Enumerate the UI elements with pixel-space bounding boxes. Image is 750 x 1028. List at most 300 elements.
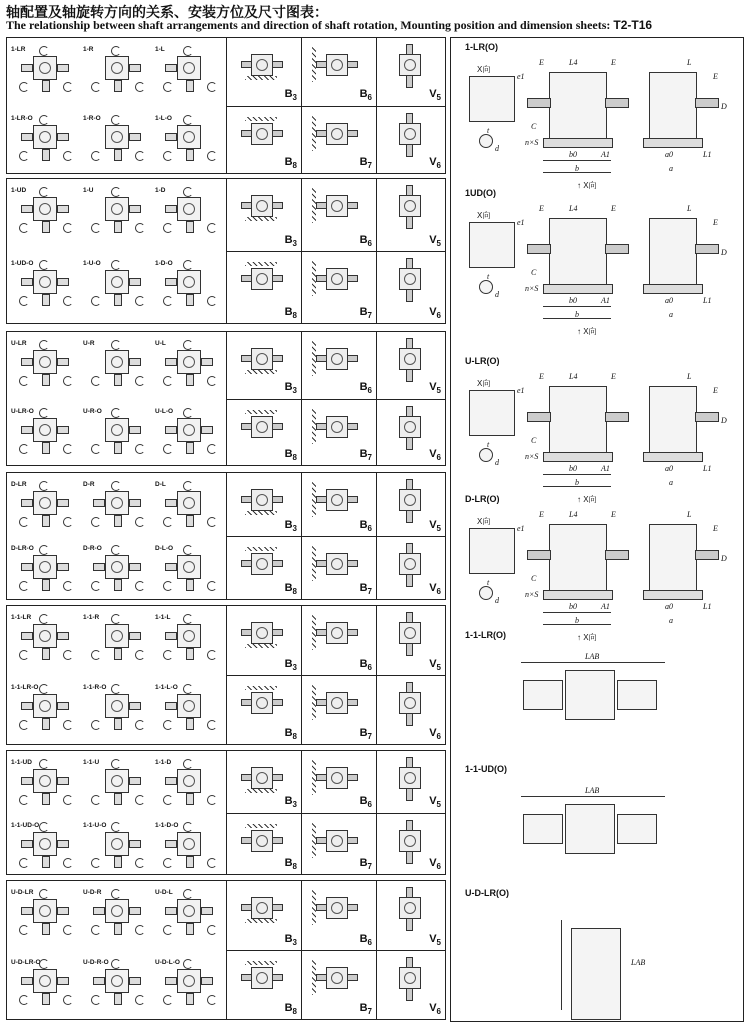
mounting-diagram-icon [389,618,429,648]
shaft-icon [129,133,141,141]
shaft-icon [527,98,551,108]
shaft-icon [186,856,194,868]
dim-label: E [539,204,544,213]
shaft-icon [165,977,177,985]
dim-label: LAB [585,786,600,795]
mounting-cell [302,38,377,106]
arrangement-label: 1-D-O [155,260,173,267]
dim-label: L1 [703,150,712,159]
mounting-letter: V [429,233,437,246]
mounting-diagram-icon [316,549,356,579]
mounting-cell [227,676,302,744]
rotation-arrow-icon [135,376,145,386]
rotation-arrow-icon [183,187,193,197]
gearbox-icon [251,830,273,852]
mounting-cell [377,400,445,466]
shaft-icon [129,64,141,72]
mounting-diagram-icon [389,893,429,923]
arrangement-label: U-R-O [83,407,102,415]
rotation-arrow-icon [183,545,193,555]
rotation-arrow-icon [207,795,217,805]
mounting-diagram-icon [241,688,281,718]
shaft-icon [186,923,194,935]
shaft-icon [42,294,50,306]
mounting-letter: B [284,581,293,594]
mounting-letter: B [284,305,293,318]
mounting-number: 6 [436,862,441,871]
arrangement-item [153,959,223,1009]
base-icon [643,284,703,294]
gearbox-icon [33,56,57,80]
arrangement-label: 1-1-LR-O [11,684,39,691]
mounting-cell [227,814,302,875]
floor-hatch-icon [245,547,277,551]
dim-label: D [721,102,727,111]
floor-hatch-icon [245,217,277,221]
mounting-letter: B [284,726,293,739]
gearbox-icon [399,553,421,575]
arrangement-label: D-L-O [155,545,174,552]
arrangement-label: 1-1-UD-O [11,821,40,829]
mounting-letter: B [359,381,368,394]
rotation-arrow-icon [163,444,173,454]
dim-label: e1 [517,72,525,81]
mounting-letter: V [429,518,437,531]
mounting-letter: B [359,657,368,670]
mounting-letter: V [429,657,437,670]
mounting-cell [227,38,302,106]
gearbox-icon [33,969,57,993]
x-direction-label: ↑ X向 [577,327,597,336]
gearbox-icon [565,804,615,854]
x-direction-label: X向 [477,211,491,220]
dim-label: C [531,574,537,583]
mounting-label [429,306,441,320]
mounting-row [227,332,445,399]
base-icon [643,138,703,148]
gearbox-icon [33,197,57,221]
gearbox-icon [33,350,57,374]
mounting-number: 8 [292,732,297,741]
dim-line [543,306,611,307]
mounting-number: 6 [367,938,372,947]
shaft-icon [57,632,69,640]
gearbox-icon [399,489,421,511]
rotation-arrow-icon [163,720,173,730]
rotation-arrow-icon [19,82,29,92]
shaft-icon [527,244,551,254]
mounting-diagram-icon [241,264,281,294]
shaft-icon [165,278,177,286]
shaft-icon [21,702,33,710]
dim-label: E [539,372,544,381]
mounting-cell [227,332,302,399]
shaft-icon [129,426,141,434]
shaft-icon [186,442,194,454]
rotation-arrow-icon [63,223,73,233]
shaft-icon [201,426,213,434]
gearbox-icon [326,897,348,919]
rotation-arrow-icon [111,187,121,197]
rotation-arrow-icon [163,376,173,386]
mounting-diagram-icon [316,688,356,718]
gearbox-icon [105,694,129,718]
wall-hatch-icon [312,340,316,376]
gearbox-icon [105,491,129,515]
wall-hatch-icon [312,46,316,82]
arrangement-item [153,481,223,531]
rotation-arrow-icon [91,995,101,1005]
mounting-cell [302,332,377,399]
motor-icon [617,814,657,844]
shaft-icon [129,358,141,366]
arrangement-panel [6,472,446,600]
dim-label: L4 [569,510,578,519]
rotation-arrow-icon [19,444,29,454]
arrangement-label: U-D-LR-O [11,959,41,966]
rotation-arrow-icon [207,444,217,454]
rotation-arrow-icon [19,376,29,386]
rotation-arrow-icon [91,444,101,454]
mounting-row [227,251,445,323]
mounting-label [360,448,372,462]
rotation-arrow-icon [91,296,101,306]
shaft-icon [165,777,177,785]
arrangement-item [153,260,223,310]
dimension-sheet-title: U-D-LR(O) [465,888,509,898]
shaft-icon [42,515,50,527]
rotation-arrow-icon [163,858,173,868]
rotation-arrow-icon [111,408,121,418]
shaft-icon [114,80,122,92]
mounting-number: 5 [436,938,441,947]
shaft-icon [165,358,177,366]
wall-hatch-icon [312,959,316,995]
dim-label: D [721,416,727,425]
shaft-icon [42,149,50,161]
floor-hatch-icon [245,824,277,828]
rotation-arrow-icon [63,82,73,92]
rotation-arrow-icon [183,959,193,969]
dim-label: t [487,440,490,449]
mounting-position-grid [227,38,445,173]
rotation-arrow-icon [135,995,145,1005]
rotation-arrow-icon [183,889,193,899]
mounting-cell [377,107,445,174]
mounting-cell [377,751,445,813]
gearbox-icon [399,348,421,370]
shaft-icon [186,149,194,161]
shaft-icon [21,426,33,434]
wall-hatch-icon [312,545,316,581]
shaft-icon [114,221,122,233]
shaft-icon [129,977,141,985]
mounting-number: 3 [292,663,297,672]
gearbox-icon [105,555,129,579]
shaft-icon [129,840,141,848]
mounting-position-grid [227,606,445,744]
mounting-label [360,658,372,672]
shaft-icon [114,294,122,306]
gearbox-icon [399,897,421,919]
side-view-icon [649,218,697,286]
gearbox-icon [326,830,348,852]
mounting-label [429,795,441,809]
mounting-diagram-icon [389,549,429,579]
rotation-arrow-icon [163,151,173,161]
mounting-row [227,751,445,813]
rotation-arrow-icon [91,82,101,92]
arrangement-panel [6,331,446,466]
mounting-label [360,582,372,596]
rotation-arrow-icon [111,340,121,350]
rotation-arrow-icon [135,223,145,233]
mounting-label [429,156,441,170]
shaft-icon [186,294,194,306]
mounting-diagram-icon [241,618,281,648]
dim-label: L [687,204,692,213]
mounting-cell [377,537,445,599]
dim-label: L [687,510,692,519]
arrangement-label: 1-1-U-O [83,821,107,829]
mounting-letter: V [429,932,437,945]
dim-label: E [713,524,718,533]
shaft-icon [93,563,105,571]
gearbox-icon [33,555,57,579]
mounting-diagram-icon [389,119,429,149]
mounting-label [285,857,297,871]
arrangement-item [153,46,223,96]
shaft-icon [186,80,194,92]
mounting-number: 7 [367,587,372,596]
arrangement-panel [6,605,446,745]
mounting-diagram-icon [389,688,429,718]
shaft-icon [42,718,50,730]
rotation-arrow-icon [163,995,173,1005]
gearbox-icon [33,418,57,442]
rotation-arrow-icon [111,822,121,832]
rotation-arrow-icon [207,581,217,591]
base-icon [643,590,703,600]
dimension-sheet-title: 1-LR(O) [465,42,498,52]
arrangement-label: 1-R [83,46,94,53]
shaft-icon [21,563,33,571]
mounting-number: 6 [367,386,372,396]
mounting-label [429,857,441,871]
flange-view-icon [469,528,515,574]
arrangement-item [153,822,223,872]
shaft-icon [21,205,33,213]
rotation-arrow-icon [63,858,73,868]
shaft-icon [129,907,141,915]
shaft-icon [186,793,194,805]
flange-view-icon [469,222,515,268]
gearbox-icon [177,769,201,793]
shaft-icon [186,993,194,1005]
mounting-letter: B [359,856,368,869]
arrangement-item [81,260,151,310]
mounting-diagram-icon [389,264,429,294]
shaft-icon [57,907,69,915]
gearbox-icon [177,969,201,993]
mounting-diagram-icon [316,763,356,793]
motor-icon [617,680,657,710]
shaft-icon [42,993,50,1005]
mounting-diagram-icon [241,412,281,442]
shaft-icon [165,840,177,848]
mounting-cell [377,473,445,536]
gearbox-icon [251,123,273,145]
arrangement-item [81,614,151,664]
mounting-label [360,933,372,947]
shaft-icon [21,977,33,985]
wall-hatch-icon [312,759,316,795]
arrangement-label: 1-LR [11,46,26,53]
dim-label: L [687,58,692,67]
motor-icon [523,680,563,710]
shaft-arrangement-cell [7,332,227,465]
mounting-letter: V [429,1001,437,1014]
arrangement-item [153,408,223,458]
dim-line [543,612,611,613]
mounting-cell [302,107,377,174]
mounting-label [360,381,372,395]
dim-label: L4 [569,372,578,381]
keyway-icon [479,134,493,148]
rotation-arrow-icon [111,46,121,56]
mounting-letter: B [284,1001,293,1014]
rotation-arrow-icon [39,408,49,418]
mounting-cell [302,881,377,950]
mounting-label [285,933,297,947]
shaft-icon [57,563,69,571]
shaft-icon [21,358,33,366]
base-icon [543,138,613,148]
mounting-letter: B [284,657,293,670]
shaft-icon [201,358,213,366]
arrangement-label: U-D-L [155,889,173,896]
shaft-icon [186,579,194,591]
mounting-label [429,234,441,248]
dimension-sheets-frame [450,37,744,1022]
mounting-number: 7 [367,453,372,462]
mounting-cell [227,252,302,323]
mounting-cell [302,400,377,466]
rotation-arrow-icon [63,795,73,805]
arrangement-label: D-R-O [83,545,102,552]
gearbox-icon [105,418,129,442]
rotation-arrow-icon [63,376,73,386]
rotation-arrow-icon [207,650,217,660]
mounting-letter: B [284,155,293,168]
shaft-icon [114,993,122,1005]
wall-hatch-icon [312,822,316,858]
shaft-icon [42,442,50,454]
dimension-sheet-title: 1-1-UD(O) [465,764,507,774]
arrangement-item [81,408,151,458]
shaft-icon [114,793,122,805]
mounting-letter: B [359,1001,368,1014]
mounting-diagram-icon [316,344,356,374]
shaft-icon [21,840,33,848]
mounting-letter: B [284,233,293,246]
shaft-icon [186,515,194,527]
rotation-arrow-icon [207,720,217,730]
mounting-diagram-icon [241,119,281,149]
dim-label: b [575,616,579,625]
dim-line [561,920,562,1010]
wall-hatch-icon [312,408,316,444]
shaft-arrangement-cell [7,751,227,874]
rotation-arrow-icon [91,720,101,730]
shaft-icon [605,244,629,254]
mounting-cell [377,814,445,875]
dim-label: L1 [703,602,712,611]
dim-label: b0 [569,150,577,159]
mounting-cell [302,951,377,1019]
mounting-row [227,399,445,466]
mounting-label [285,448,297,462]
mounting-diagram-icon [241,485,281,515]
rotation-arrow-icon [207,995,217,1005]
arrangement-label: 1-UD-O [11,260,34,267]
dim-label: a [669,310,673,319]
arrangement-item [153,614,223,664]
rotation-arrow-icon [163,517,173,527]
rotation-arrow-icon [19,296,29,306]
mounting-cell [377,252,445,323]
mounting-letter: B [359,88,368,101]
gearbox-icon [399,123,421,145]
shaft-icon [129,777,141,785]
shaft-icon [605,412,629,422]
arrangement-item [81,187,151,237]
gearbox-icon [105,769,129,793]
dim-label: E [611,58,616,67]
shaft-icon [527,412,551,422]
mounting-number: 8 [292,311,297,320]
arrangement-item [9,260,79,310]
side-view-icon [649,524,697,592]
mounting-row [227,950,445,1019]
dim-label: A1 [601,464,610,473]
shaft-icon [165,563,177,571]
mounting-number: 5 [436,524,441,533]
dim-label: E [611,204,616,213]
arrangement-label: 1-1-L [155,614,171,621]
mounting-label [360,156,372,170]
base-icon [643,452,703,462]
dim-label: A1 [601,602,610,611]
arrangement-label: 1-L-O [155,114,172,122]
rotation-arrow-icon [135,444,145,454]
shaft-icon [129,702,141,710]
dim-label: C [531,122,537,131]
gearbox-icon [251,195,273,217]
arrangement-label: 1-LR-O [11,114,33,122]
shaft-icon [129,632,141,640]
mounting-number: 3 [292,386,297,396]
mounting-number: 6 [436,732,441,741]
mounting-label [429,1002,441,1016]
mounting-number: 7 [367,862,372,871]
rotation-arrow-icon [91,925,101,935]
mounting-letter: V [429,447,437,460]
gearbox-icon [251,416,273,438]
mounting-label [429,381,441,395]
mounting-cell [302,814,377,875]
dim-label: t [487,126,490,135]
